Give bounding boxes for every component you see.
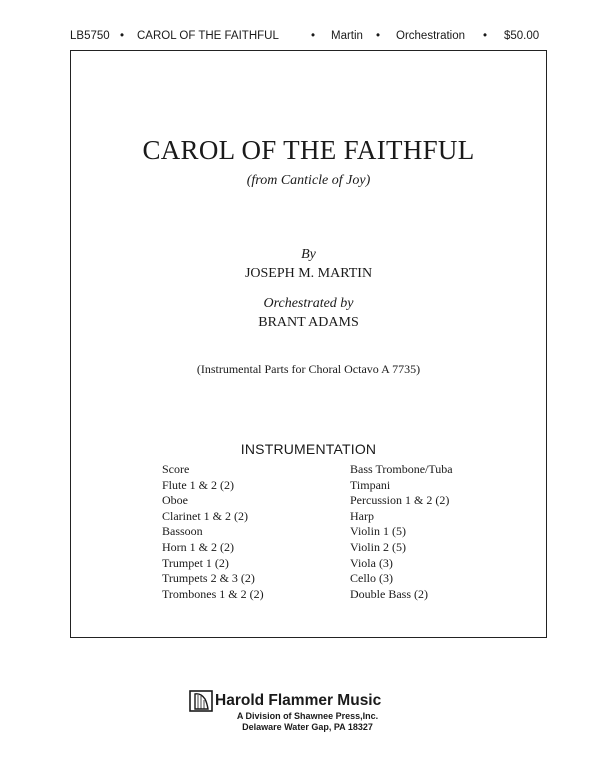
instrument-item: Trombones 1 & 2 (2) (162, 586, 264, 601)
cover-title: CAROL OF THE FAITHFUL (142, 135, 475, 165)
instrument-item: Bass Trombone/Tuba (350, 462, 453, 476)
instrument-list-left (162, 462, 264, 602)
header-separator: • (483, 30, 488, 42)
instrumentation-heading: INSTRUMENTATION (240, 441, 377, 457)
catalog-header (70, 30, 548, 50)
instrument-item: Flute 1 & 2 (2) (162, 477, 234, 492)
instrument-item: Score (162, 462, 190, 476)
instrument-item: Oboe (162, 493, 188, 508)
header-price: $50.00 (504, 30, 540, 42)
publisher-address: Delaware Water Gap, PA 18327 (242, 722, 373, 732)
instrument-item: Harp (350, 508, 374, 523)
instrument-item: Violin 1 (5) (350, 524, 406, 539)
orchestrator-name: BRANT ADAMS (258, 315, 359, 330)
instrument-item: Bassoon (162, 524, 203, 539)
instrument-item: Timpani (350, 477, 391, 492)
header-title: CAROL OF THE FAITHFUL (137, 30, 279, 42)
harp-logo-icon (189, 690, 213, 712)
header-format: Orchestration (396, 30, 466, 42)
header-separator: • (120, 30, 125, 42)
instrument-item: Percussion 1 & 2 (2) (350, 493, 450, 508)
header-separator: • (376, 30, 381, 42)
orchestrated-label: Orchestrated by (263, 296, 354, 311)
instrument-item: Double Bass (2) (350, 586, 428, 601)
publisher-name: Harold Flammer Music (215, 692, 382, 709)
instrument-item: Trumpet 1 (2) (162, 555, 229, 570)
instrument-item: Cello (3) (350, 571, 393, 586)
instrument-item: Violin 2 (5) (350, 539, 406, 554)
catalog-number: LB5750 (70, 30, 110, 42)
instrument-item: Trumpets 2 & 3 (2) (162, 571, 255, 586)
composer-name: JOSEPH M. MARTIN (244, 266, 373, 281)
instrument-item: Clarinet 1 & 2 (2) (162, 508, 248, 523)
header-separator: • (311, 30, 316, 42)
instrument-list-right (350, 462, 453, 602)
instrument-item: Horn 1 & 2 (2) (162, 539, 234, 554)
parts-note: (Instrumental Parts for Choral Octavo A 7735) (196, 362, 421, 376)
publisher-division: A Division of Shawnee Press,Inc. (236, 711, 379, 721)
header-composer: Martin (331, 30, 363, 42)
instrument-item: Viola (3) (350, 555, 393, 570)
cover-subtitle: (from Canticle of Joy) (246, 173, 371, 188)
by-label: By (301, 247, 316, 262)
